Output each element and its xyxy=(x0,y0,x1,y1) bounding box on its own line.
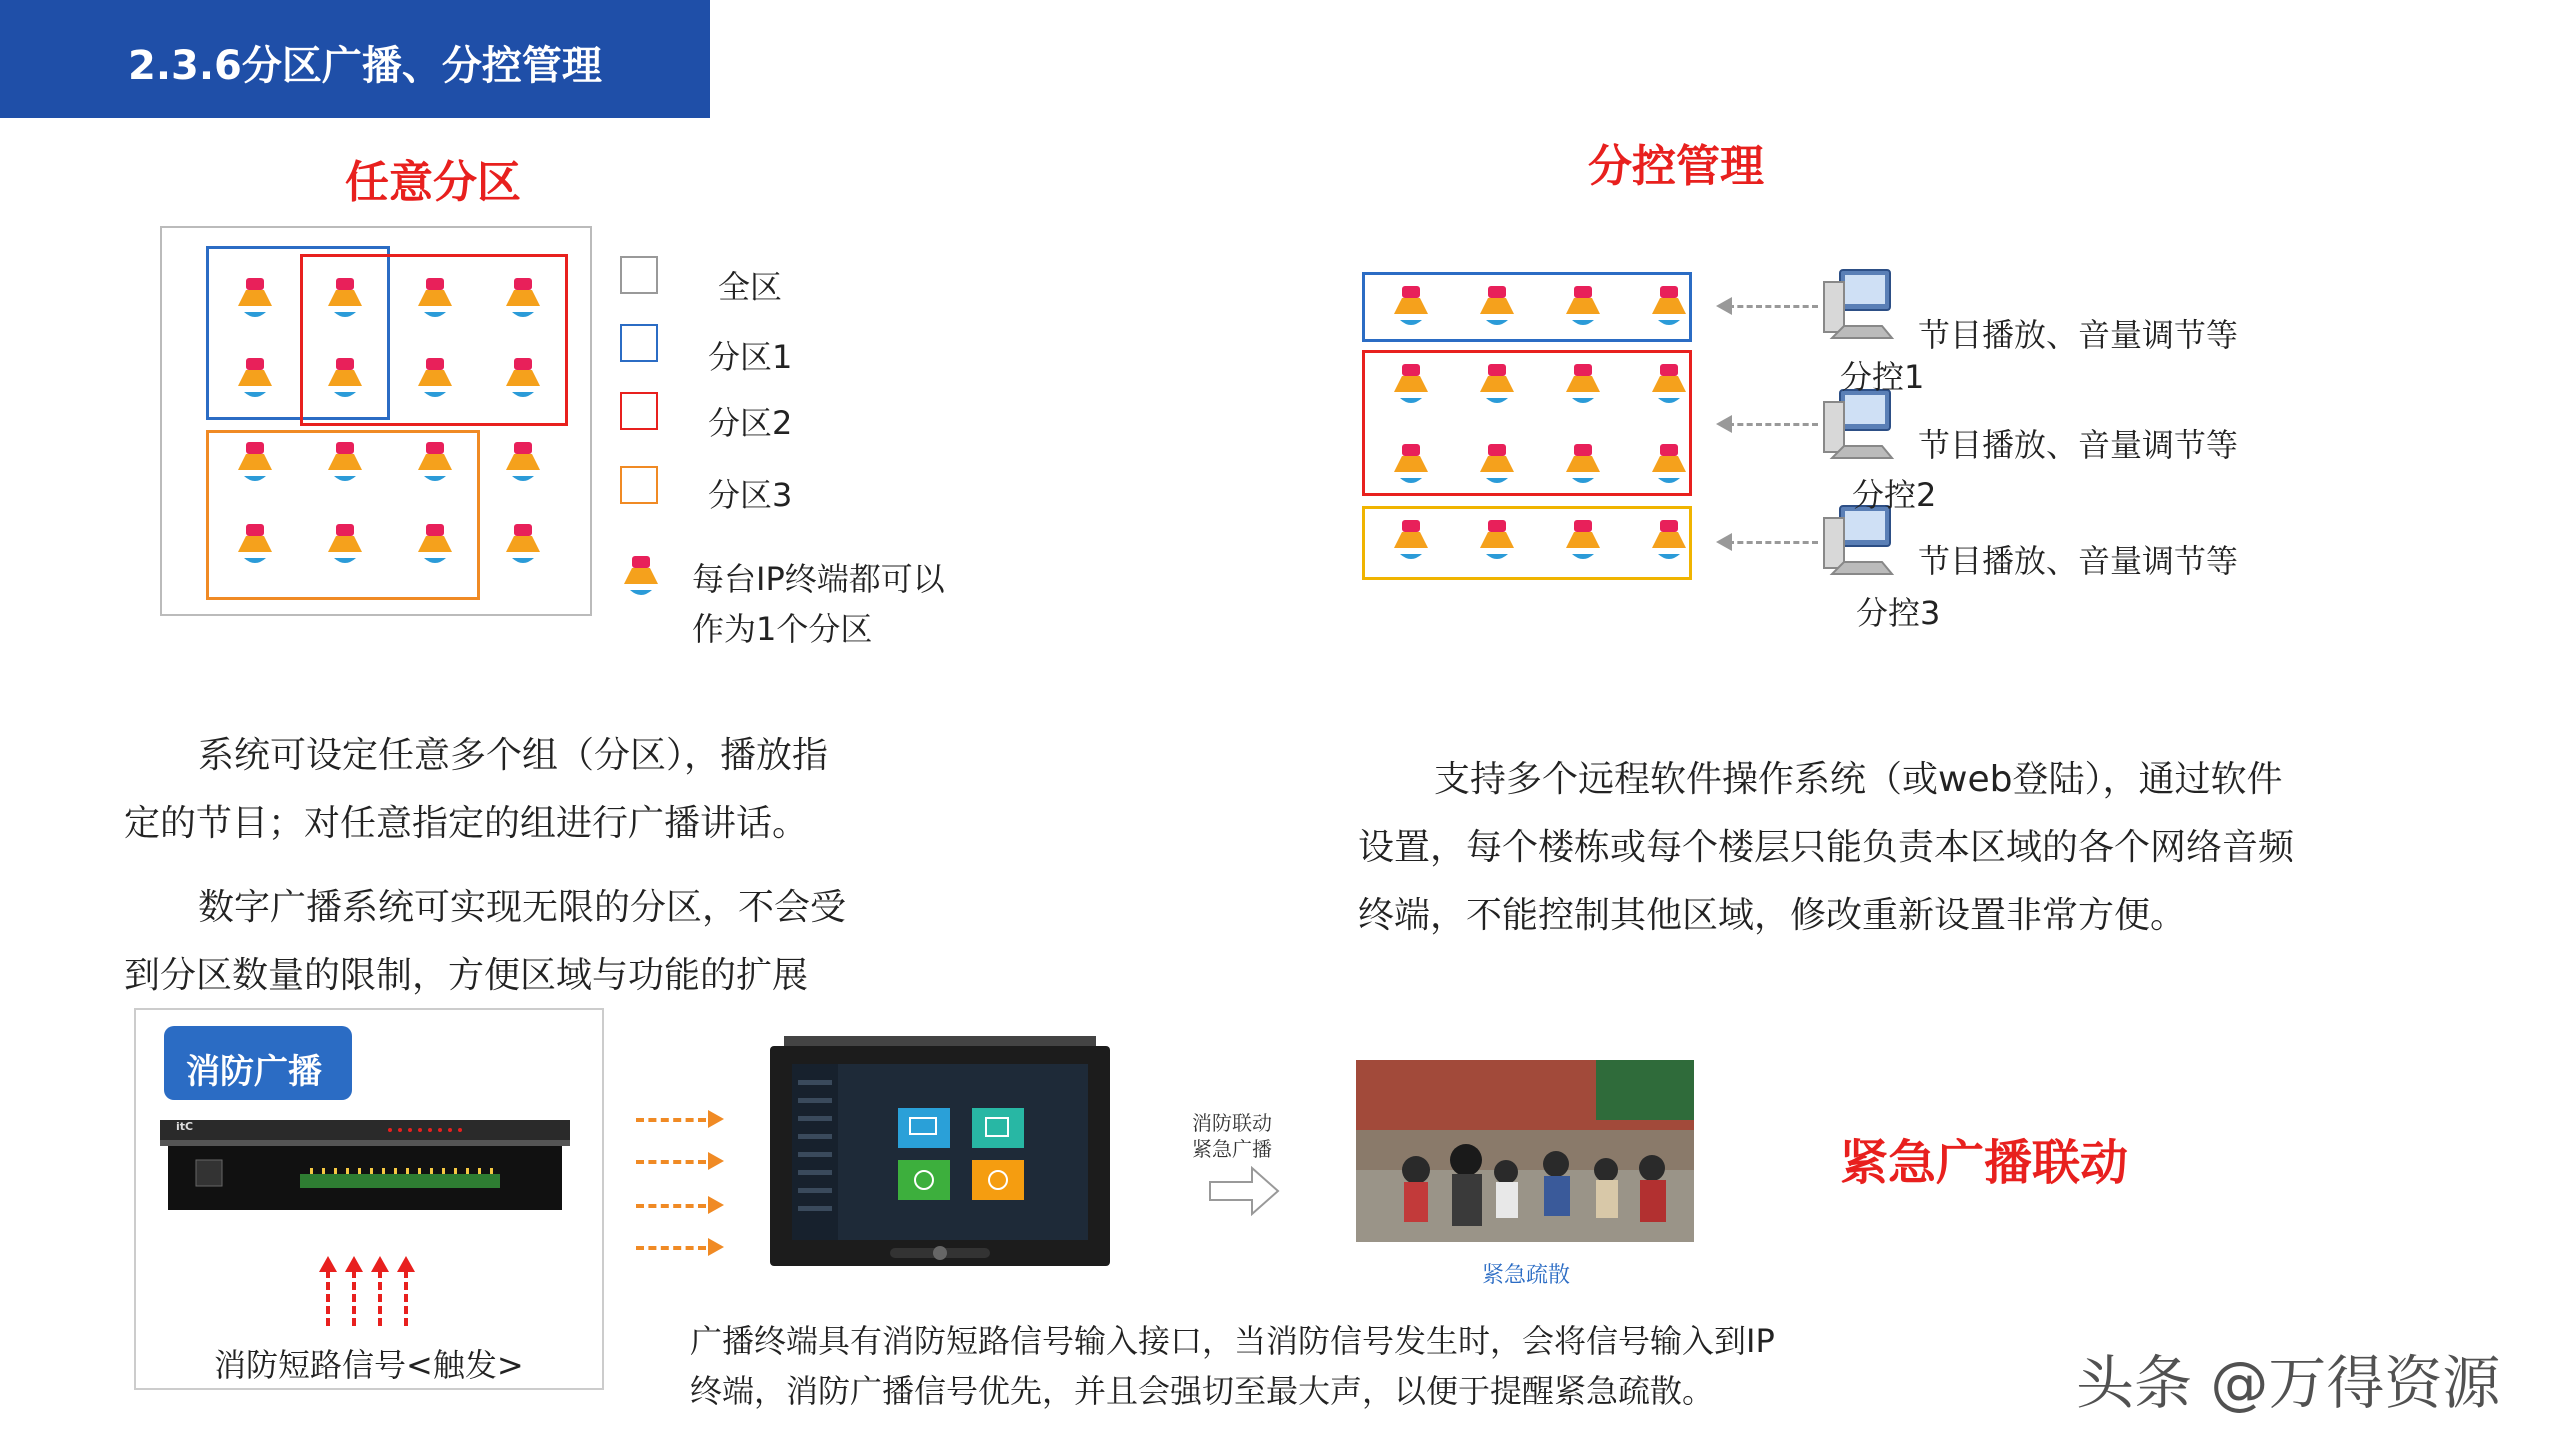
speaker-icon xyxy=(1476,518,1518,566)
control3-desc: 节目播放、音量调节等 xyxy=(1918,542,2239,580)
speaker-icon xyxy=(1648,284,1690,332)
control1-desc: 节目播放、音量调节等 xyxy=(1918,316,2239,354)
computer-icon xyxy=(1822,268,1902,344)
section-title-zones: 任意分区 xyxy=(345,157,521,208)
zones-para2-line2: 到分区数量的限制，方便区域与功能的扩展 xyxy=(124,955,809,996)
control-arrowhead-3 xyxy=(1716,533,1732,551)
speaker-icon xyxy=(1562,442,1604,490)
watermark: 头条 @万得资源 xyxy=(2076,1349,2501,1417)
link-label-line2: 紧急广播 xyxy=(1192,1137,1272,1161)
zones-para1-line1: 系统可设定任意多个组（分区），播放指 xyxy=(198,735,829,776)
control3-label: 分控3 xyxy=(1856,594,1941,632)
speaker-icon xyxy=(1476,362,1518,410)
link-label-line1: 消防联动 xyxy=(1192,1111,1272,1135)
computer-icon xyxy=(1822,388,1902,464)
signal-arrow-2 xyxy=(636,1160,706,1164)
speaker-icon xyxy=(1390,362,1432,410)
section-title-control: 分控管理 xyxy=(1588,141,1764,192)
trigger-arrowhead-4 xyxy=(397,1256,415,1272)
speaker-icon xyxy=(1562,362,1604,410)
trigger-arrow-3 xyxy=(378,1270,382,1326)
speaker-icon xyxy=(1562,284,1604,332)
control-arrow-2 xyxy=(1728,423,1818,426)
note-line1: 每台IP终端都可以 xyxy=(692,560,945,598)
control-para-line1: 支持多个远程软件操作系统（或web登陆），通过软件 xyxy=(1434,759,2283,800)
photo-caption: 紧急疏散 xyxy=(1482,1263,1571,1288)
legend-zone2-swatch xyxy=(620,392,658,430)
fire-badge-label: 消防广播 xyxy=(186,1052,322,1092)
speaker-icon xyxy=(1562,518,1604,566)
ip-terminal-device xyxy=(770,1036,1110,1272)
legend-zone2-label: 分区2 xyxy=(708,404,793,442)
signal-arrowhead-1 xyxy=(708,1110,724,1128)
speaker-icon xyxy=(1648,518,1690,566)
legend-zone3-swatch xyxy=(620,466,658,504)
legend-all-label: 全区 xyxy=(718,268,783,306)
speaker-icon xyxy=(1476,442,1518,490)
speaker-icon xyxy=(1648,442,1690,490)
trigger-arrow-1 xyxy=(326,1270,330,1326)
trigger-arrow-2 xyxy=(352,1270,356,1326)
emergency-desc-line2: 终端，消防广播信号优先，并且会强切至最大声，以便于提醒紧急疏散。 xyxy=(690,1372,1715,1410)
signal-arrow-3 xyxy=(636,1204,706,1208)
control2-label: 分控2 xyxy=(1852,476,1937,514)
speaker-icon xyxy=(620,554,662,602)
page-title: 2.3.6分区广播、分控管理 xyxy=(128,43,602,89)
speaker-icon xyxy=(1648,362,1690,410)
control-arrow-1 xyxy=(1728,305,1818,308)
speaker-icon xyxy=(1390,442,1432,490)
signal-arrow-4 xyxy=(636,1246,706,1250)
zones-para2-line1: 数字广播系统可实现无限的分区，不会受 xyxy=(198,887,847,928)
trigger-label: 消防短路信号<触发> xyxy=(214,1346,524,1384)
signal-arrow-1 xyxy=(636,1118,706,1122)
note-line2: 作为1个分区 xyxy=(692,610,873,648)
trigger-arrow-4 xyxy=(404,1270,408,1326)
control-arrowhead-2 xyxy=(1716,415,1732,433)
evacuation-photo xyxy=(1356,1060,1694,1242)
zones-para1-line2: 定的节目；对任意指定的组进行广播讲话。 xyxy=(124,803,809,844)
speaker-icon xyxy=(1390,518,1432,566)
device-brand-logo: itC xyxy=(176,1120,194,1133)
zone2-box xyxy=(300,254,568,426)
signal-arrowhead-2 xyxy=(708,1152,724,1170)
trigger-arrowhead-3 xyxy=(371,1256,389,1272)
speaker-icon xyxy=(1476,284,1518,332)
signal-arrowhead-3 xyxy=(708,1196,724,1214)
speaker-icon xyxy=(502,440,544,488)
trigger-arrowhead-2 xyxy=(345,1256,363,1272)
control-para-line2: 设置，每个楼栋或每个楼层只能负责本区域的各个网络音频 xyxy=(1358,827,2295,868)
trigger-arrowhead-1 xyxy=(319,1256,337,1272)
fire-controller-device xyxy=(160,1116,570,1216)
control1-label: 分控1 xyxy=(1840,358,1925,396)
control-para-line3: 终端，不能控制其他区域，修改重新设置非常方便。 xyxy=(1358,895,2187,936)
signal-arrowhead-4 xyxy=(708,1238,724,1256)
control-arrow-3 xyxy=(1728,541,1818,544)
legend-zone1-label: 分区1 xyxy=(708,338,793,376)
speaker-icon xyxy=(1390,284,1432,332)
speaker-icon xyxy=(502,522,544,570)
legend-zone3-label: 分区3 xyxy=(708,476,793,514)
emergency-title: 紧急广播联动 xyxy=(1840,1135,2129,1191)
zone3-box xyxy=(206,430,480,600)
emergency-desc-line1: 广播终端具有消防短路信号输入接口，当消防信号发生时，会将信号输入到IP xyxy=(690,1322,1775,1360)
legend-zone1-swatch xyxy=(620,324,658,362)
control2-desc: 节目播放、音量调节等 xyxy=(1918,426,2239,464)
legend-all-swatch xyxy=(620,256,658,294)
right-arrow-icon xyxy=(1208,1166,1282,1216)
control-arrowhead-1 xyxy=(1716,297,1732,315)
